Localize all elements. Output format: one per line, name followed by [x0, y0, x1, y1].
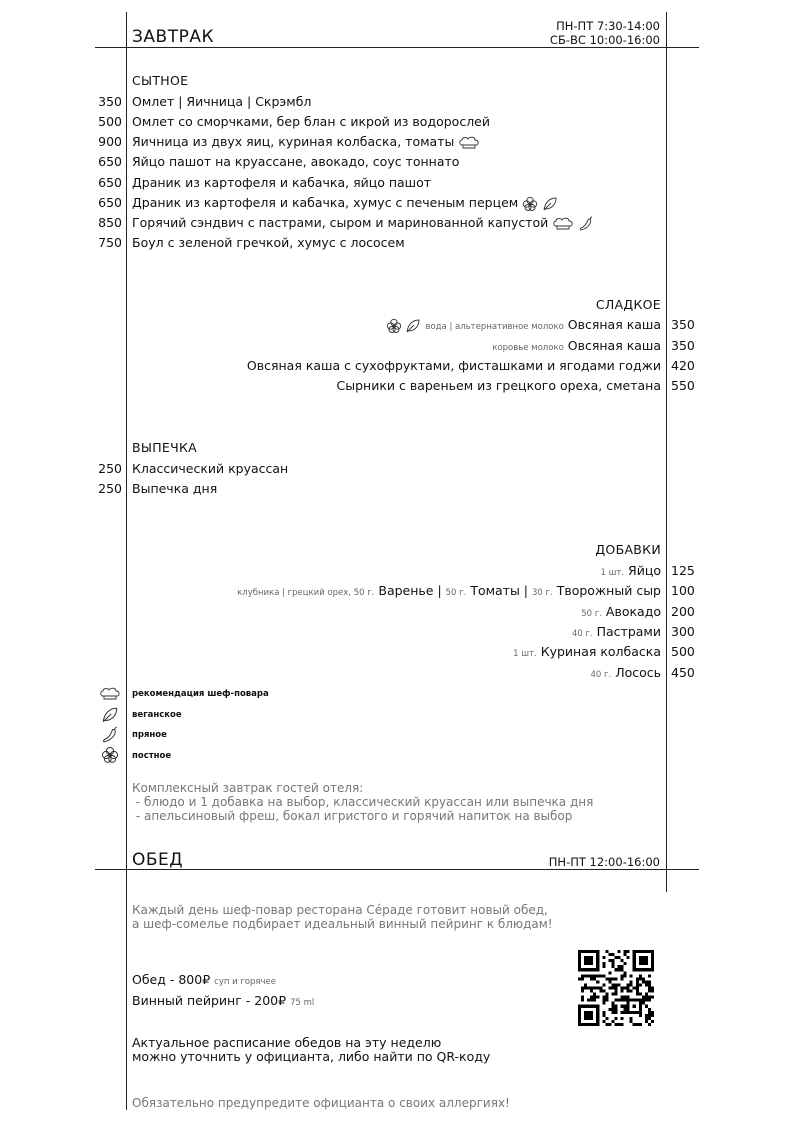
item-note: 40 г. — [571, 629, 593, 639]
complex-line: Комплексный завтрак гостей отеля: — [132, 781, 364, 795]
lunch-price-line — [132, 972, 276, 987]
chili-icon — [578, 216, 594, 232]
menu-item — [132, 215, 594, 232]
price: 850 — [98, 215, 122, 230]
legend-vegan: веганское — [132, 710, 182, 720]
menu-item: Яйцо пашот на круассане, авокадо, соус тоннато — [132, 154, 460, 169]
menu-item — [386, 317, 662, 334]
hours-weekdays: ПН-ПТ 7:30-14:00 — [556, 19, 660, 33]
price: 500 — [671, 644, 695, 659]
menu-item — [237, 583, 661, 598]
menu-item-name: Яйцо — [628, 563, 661, 578]
menu-item: Сырники с вареньем из грецкого ореха, сметана — [336, 378, 661, 393]
menu-item: Выпечка дня — [132, 481, 218, 496]
price: 350 — [98, 94, 122, 109]
menu-item — [572, 624, 661, 639]
menu-item-name: Пастрами — [596, 624, 661, 639]
menu-item-name: Варенье | — [378, 583, 442, 598]
schedule-note — [132, 1036, 490, 1064]
wine-note: 75 ml — [290, 998, 315, 1008]
menu-item-name: Авокадо — [605, 604, 661, 619]
legend-lenten: постное — [132, 751, 172, 761]
item-note: 40 г. — [590, 670, 612, 680]
allergy-note: Обязательно предупредите официанта о своих аллергиях! — [132, 1096, 510, 1110]
price: 420 — [671, 358, 695, 373]
menu-item-name: Лосось — [615, 665, 661, 680]
chef-hat-icon — [552, 217, 574, 231]
item-note: 30 г. — [532, 588, 553, 598]
wine-price-line — [132, 993, 314, 1008]
legend-chef: рекомендация шеф-повара — [132, 689, 269, 699]
menu-item-name: Творожный сыр — [556, 583, 661, 598]
section-sweet-title: СЛАДКОЕ — [595, 297, 661, 312]
price: 250 — [98, 461, 122, 476]
menu-item — [132, 195, 558, 212]
intro-line: Каждый день шеф-повар ресторана Сéраде готовит новый обед, — [132, 903, 548, 917]
menu-item — [513, 644, 661, 659]
price: 125 — [671, 563, 695, 578]
price: 350 — [671, 317, 695, 332]
hours-weekend: СБ-ВС 10:00-16:00 — [549, 33, 660, 47]
schedule-line: можно уточнить у официанта, либо найти по QR-коду — [132, 1049, 491, 1064]
price: 100 — [671, 583, 695, 598]
price: 650 — [98, 154, 122, 169]
menu-item — [132, 134, 480, 150]
item-note: 50 г. — [581, 609, 602, 619]
price: 650 — [98, 175, 122, 190]
legend-spicy: пряное — [132, 730, 167, 740]
menu-item-name: Томаты | — [470, 583, 529, 598]
menu-item-name: Яичница из двух яиц, куриная колбаска, томаты — [132, 134, 455, 149]
menu-item: Драник из картофеля и кабачка, яйцо пашот — [132, 175, 432, 190]
menu-item-name: Драник из картофеля и кабачка, хумус с печеным перцем — [132, 195, 519, 210]
menu-item: Омлет | Яичница | Скрэмбл — [132, 94, 312, 109]
right-border — [666, 12, 667, 892]
wine-price: Винный пейринг - 200₽ — [132, 993, 287, 1008]
flower-icon — [101, 746, 119, 764]
item-note: 1 шт. — [600, 568, 625, 578]
leaf-icon — [405, 318, 421, 334]
price: 650 — [98, 195, 122, 210]
complex-line: - апельсиновый фреш, бокал игристого и горячий напиток на выбор — [132, 809, 573, 823]
chili-icon — [101, 726, 119, 744]
menu-item-name: Куриная колбаска — [540, 644, 661, 659]
lunch-price: Обед - 800₽ — [132, 972, 211, 987]
item-note: 1 шт. — [513, 649, 537, 659]
flower-icon — [522, 196, 538, 212]
lunch-note: суп и горячее — [214, 977, 276, 987]
menu-item — [492, 338, 661, 353]
menu-item-name: Овсяная каша — [567, 338, 661, 353]
price: 450 — [671, 665, 695, 680]
menu-item: Овсяная каша с сухофруктами, фисташками и ягодами годжи — [246, 358, 661, 373]
price: 200 — [671, 604, 695, 619]
menu-item — [581, 604, 661, 619]
qr-code[interactable] — [578, 950, 654, 1026]
lunch-hours: ПН-ПТ 12:00-16:00 — [548, 855, 660, 869]
schedule-line: Актуальное расписание обедов на эту неделю — [132, 1035, 442, 1050]
menu-item-name: Овсяная каша — [567, 317, 661, 332]
left-border — [126, 12, 127, 1110]
lunch-title: ОБЕД — [132, 850, 184, 870]
lunch-divider — [95, 869, 699, 870]
item-note: 50 г. — [445, 588, 467, 598]
item-note: вода | альтернативное молоко — [425, 322, 564, 332]
price: 250 — [98, 481, 122, 496]
breakfast-hours — [520, 19, 660, 47]
leaf-icon — [101, 706, 119, 724]
leaf-icon — [542, 196, 558, 212]
price: 900 — [98, 134, 122, 149]
price: 750 — [98, 235, 122, 250]
menu-item — [591, 665, 661, 680]
chef-hat-icon — [99, 687, 121, 701]
menu-item-name: Горячий сэндвич с пастрами, сыром и маринованной капустой — [132, 215, 549, 230]
breakfast-title: ЗАВТРАК — [132, 27, 215, 47]
complex-breakfast-note — [132, 781, 593, 823]
menu-item: Боул с зеленой гречкой, хумус с лососем — [132, 235, 405, 250]
section-hearty-title: СЫТНОЕ — [132, 73, 189, 88]
breakfast-divider — [95, 47, 699, 48]
price: 550 — [671, 378, 695, 393]
item-note: коровье молоко — [492, 343, 564, 353]
item-note: клубника | грецкий орех, 50 г. — [237, 588, 375, 598]
intro-line: а шеф-сомелье подбирает идеальный винный пейринг к блюдам! — [132, 917, 553, 931]
lunch-intro — [132, 903, 553, 931]
section-pastry-title: ВЫПЕЧКА — [132, 440, 197, 455]
menu-item: Омлет со сморчками, бер блан с икрой из водорослей — [132, 114, 490, 129]
flower-icon — [386, 318, 402, 334]
chef-hat-icon — [458, 136, 480, 150]
section-addons-title: ДОБАВКИ — [595, 542, 661, 557]
price: 300 — [671, 624, 695, 639]
price: 500 — [98, 114, 122, 129]
menu-item: Классический круассан — [132, 461, 289, 476]
complex-line: - блюдо и 1 добавка на выбор, классический круассан или выпечка дня — [132, 795, 594, 809]
price: 350 — [671, 338, 695, 353]
menu-item — [601, 563, 662, 578]
